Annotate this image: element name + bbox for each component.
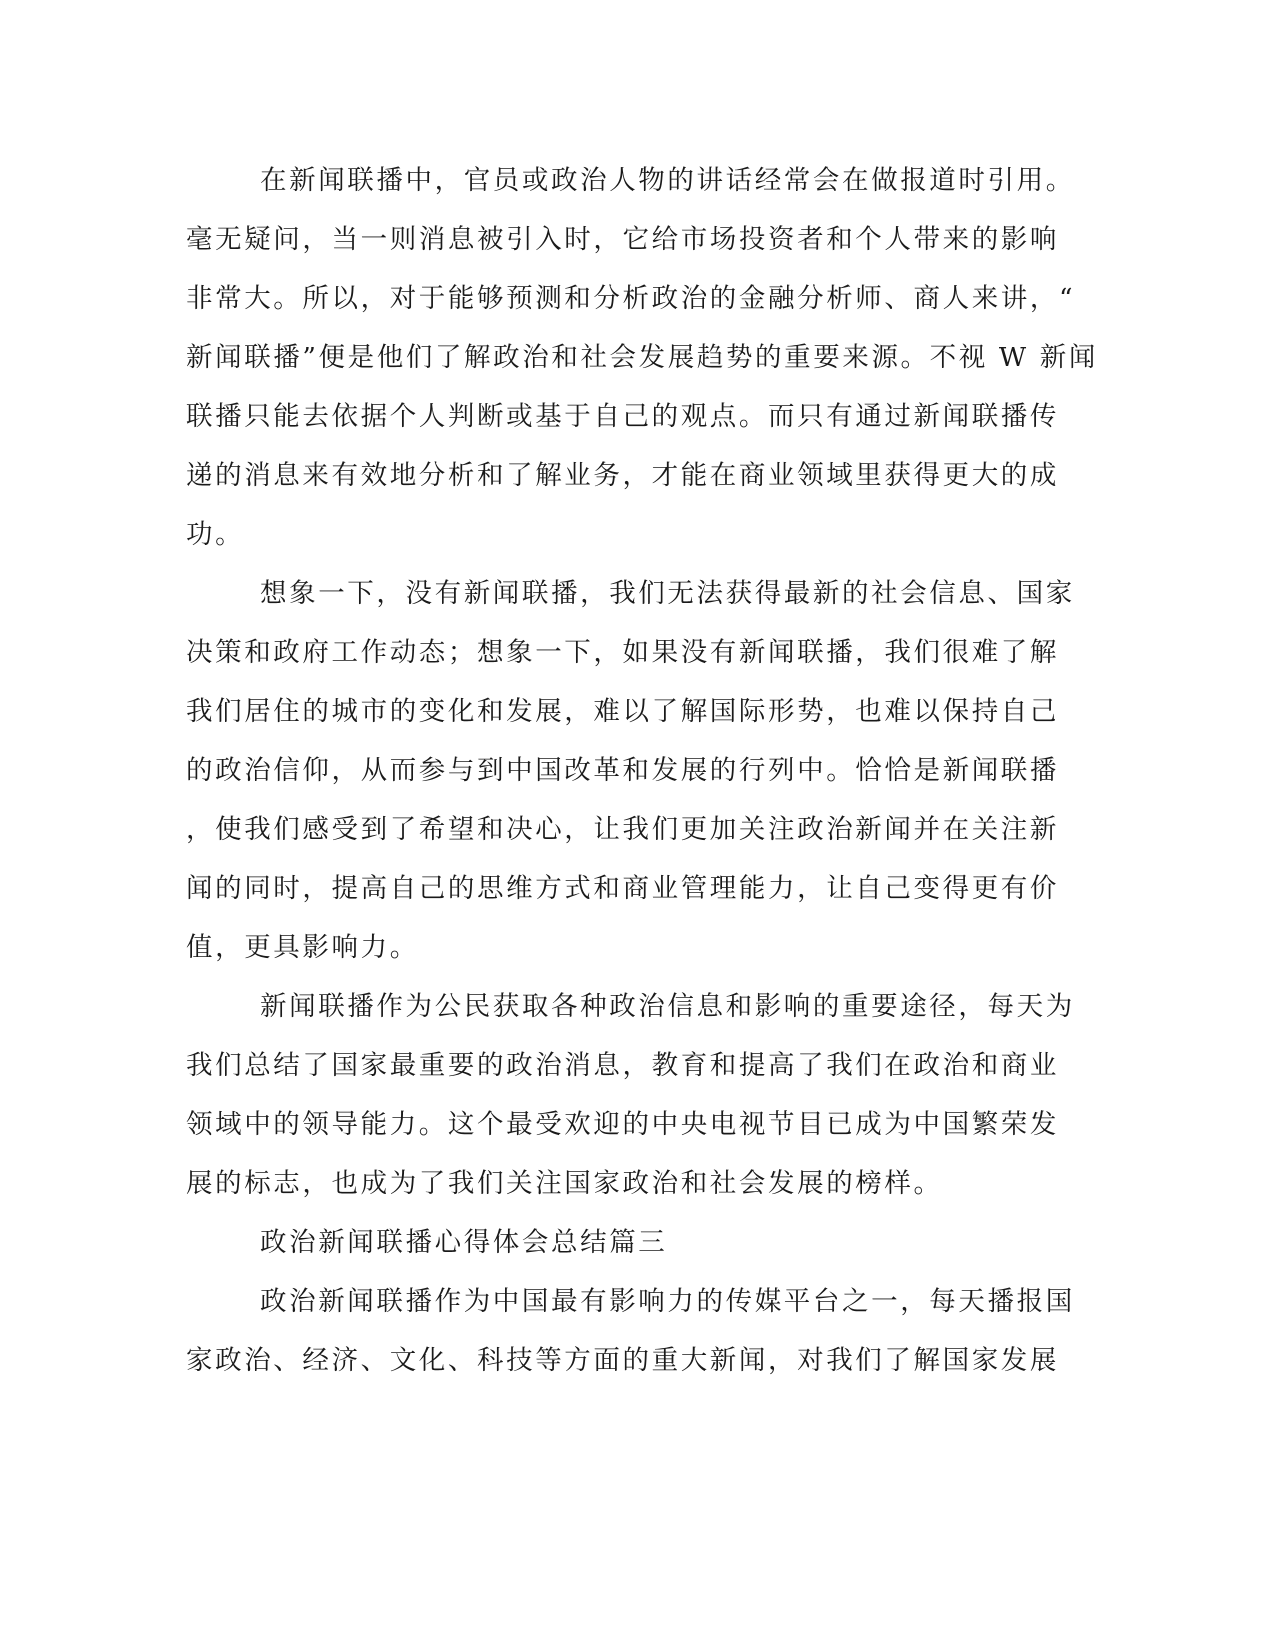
paragraph-2-line-7: 值，更具影响力。 [186, 932, 419, 963]
paragraph-4-line-2: 家政治、经济、文化、科技等方面的重大新闻，对我们了解国家发展 [186, 1345, 1059, 1376]
paragraph-3-line-3: 领域中的领导能力。这个最受欢迎的中央电视节目已成为中国繁荣发 [186, 1109, 1059, 1140]
paragraph-2-line-5: ，使我们感受到了希望和决心，让我们更加关注政治新闻并在关注新 [186, 814, 1059, 845]
paragraph-1-line-4: 新闻联播”便是他们了解政治和社会发展趋势的重要来源。不视 W 新闻 [186, 342, 1098, 373]
paragraph-2-line-2: 决策和政府工作动态；想象一下，如果没有新闻联播，我们很难了解 [186, 637, 1059, 668]
paragraph-1-line-2: 毫无疑问，当一则消息被引入时，它给市场投资者和个人带来的影响 [186, 224, 1059, 255]
paragraph-4-line-1: 政治新闻联播作为中国最有影响力的传媒平台之一，每天播报国 [260, 1286, 1075, 1317]
paragraph-1-line-6: 递的消息来有效地分析和了解业务，才能在商业领域里获得更大的成 [186, 460, 1059, 491]
section-heading: 政治新闻联播心得体会总结篇三 [260, 1227, 668, 1258]
paragraph-1-line-1: 在新闻联播中，官员或政治人物的讲话经常会在做报道时引用。 [260, 165, 1075, 196]
paragraph-1-line-5: 联播只能去依据个人判断或基于自己的观点。而只有通过新闻联播传 [186, 401, 1059, 432]
paragraph-2-line-1: 想象一下，没有新闻联播，我们无法获得最新的社会信息、国家 [260, 578, 1075, 609]
paragraph-2-line-3: 我们居住的城市的变化和发展，难以了解国际形势，也难以保持自己 [186, 696, 1059, 727]
paragraph-2-line-6: 闻的同时，提高自己的思维方式和商业管理能力，让自己变得更有价 [186, 873, 1059, 904]
paragraph-3-line-1: 新闻联播作为公民获取各种政治信息和影响的重要途径，每天为 [260, 991, 1075, 1022]
paragraph-1-line-3: 非常大。所以，对于能够预测和分析政治的金融分析师、商人来讲，“ [186, 283, 1076, 314]
paragraph-1-line-7: 功。 [186, 519, 245, 550]
paragraph-3-line-4: 展的标志，也成为了我们关注国家政治和社会发展的榜样。 [186, 1168, 943, 1199]
paragraph-3-line-2: 我们总结了国家最重要的政治消息，教育和提高了我们在政治和商业 [186, 1050, 1059, 1081]
paragraph-2-line-4: 的政治信仰，从而参与到中国改革和发展的行列中。恰恰是新闻联播 [186, 755, 1059, 786]
